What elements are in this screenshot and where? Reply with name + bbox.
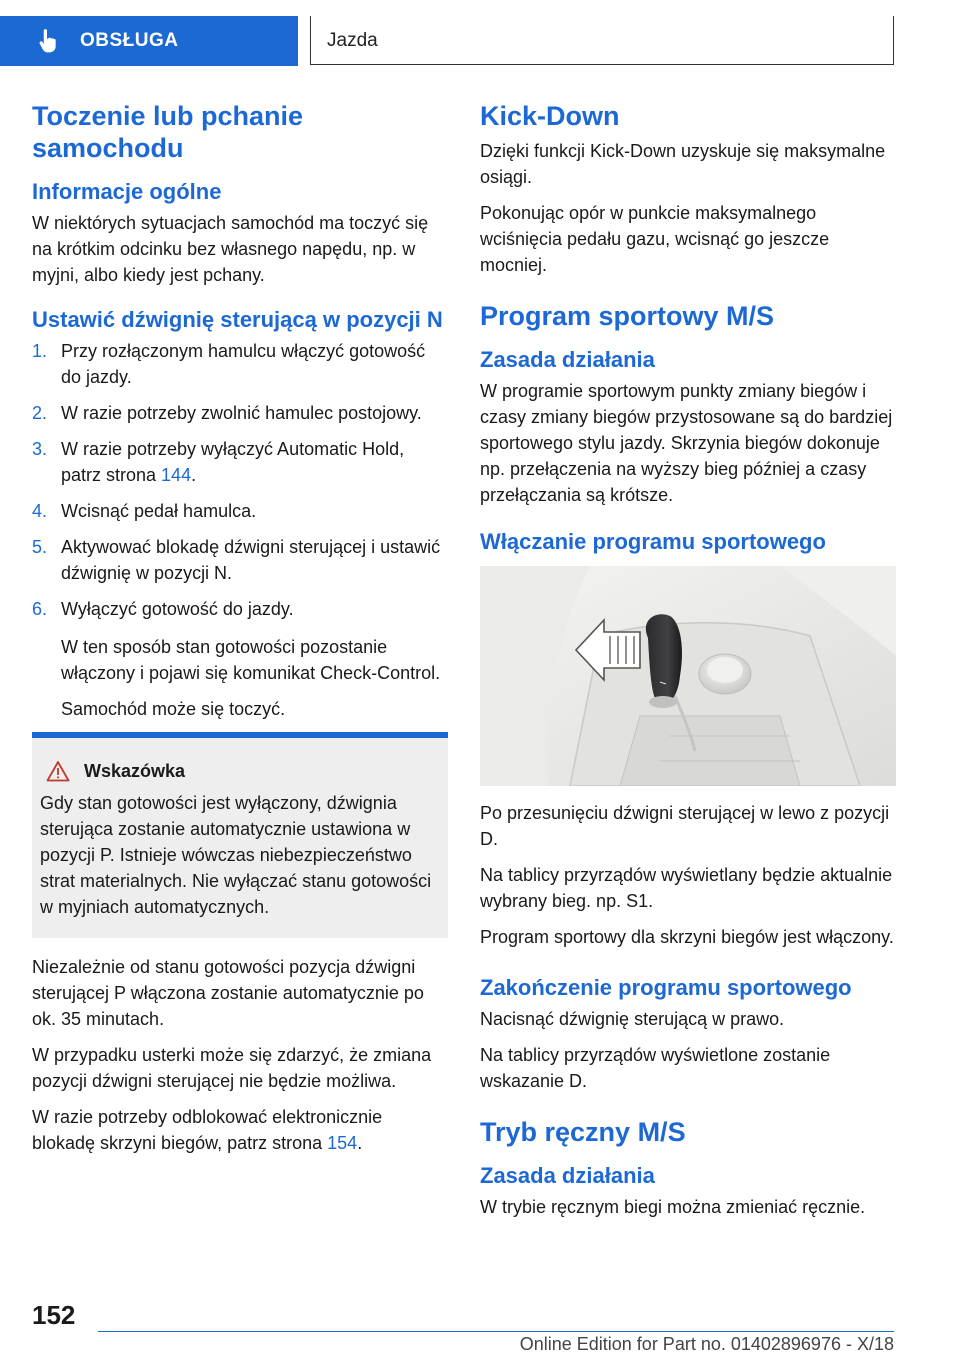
heading-general-info: Informacje ogólne (32, 179, 222, 204)
enable-text-2: Na tablicy przyrządów wyświetlany będzie aktualnie wybrany bieg. np. S1. (480, 865, 893, 911)
paragraph: W przypadku usterki może się zdarzyć, że zmiana pozycji dźwigni sterującej nie będzie możliwa. (32, 1045, 432, 1091)
section-tab[interactable] (0, 16, 298, 66)
enable-text-1: Po przesunięciu dźwigni sterującej w lewo z pozycji D. (480, 803, 890, 849)
left-column (32, 100, 448, 1166)
gear-selector-photo (480, 566, 896, 786)
steps-list (32, 338, 448, 622)
list-item: 2. W razie potrzeby zwolnić hamulec postojowy. (32, 403, 422, 423)
list-item: 1. Przy rozłączonym hamulcu włączyć gotowość do jazdy. (32, 341, 426, 387)
paragraph: W razie potrzeby odblokować elektronicznie blokadę skrzyni biegów, patrz strona 154. (32, 1107, 383, 1153)
page-link-154[interactable]: 154 (327, 1133, 358, 1153)
end-text-1: Nacisnąć dźwignię sterującą w prawo. (480, 1009, 785, 1029)
heading-towing: Toczenie lub pchanie samochodu (32, 101, 304, 163)
heading-enable-sport: Włączanie programu sportowego (480, 529, 826, 554)
list-item: 6. Wyłączyć gotowość do jazdy. (32, 599, 294, 619)
list-item: 3. W razie potrzeby wyłączyć Automatic Hold, patrz strona 144. (32, 439, 405, 485)
enable-text-3: Program sportowy dla skrzyni biegów jest włączony. (480, 927, 894, 947)
warning-box (32, 732, 448, 938)
warning-triangle-icon (46, 760, 70, 782)
list-item: 4. Wcisnąć pedał hamulca. (32, 501, 257, 521)
step-result-text-2: Samochód może się toczyć. (61, 699, 286, 719)
heading-kick-down: Kick-Down (480, 101, 620, 131)
warning-text: Gdy stan gotowości jest wyłączony, dźwignia sterująca zostanie automatycznie ustawiona w pozycji P. Istnieje wówczas niebezpieczeństwo strat materialnych. Nie wyłączać stanu gotowości w myjniach automatycznych. (40, 793, 432, 917)
manual-text: W trybie ręcznym biegi można zmieniać ręcznie. (480, 1197, 866, 1217)
general-info-text: W niektórych sytuacjach samochód ma toczyć się na krótkim odcinku bez własnego napędu, np. w myjni, albo kiedy jest pchany. (32, 213, 429, 285)
page-link-144[interactable]: 144 (161, 465, 192, 485)
step-result-text: W ten sposób stan gotowości pozostanie włączony i pojawi się komunikat Check-Control. (61, 637, 441, 683)
end-text-2: Na tablicy przyrządów wyświetlone zostanie wskazanie D. (480, 1045, 831, 1091)
page-number: 152 (32, 1300, 76, 1330)
list-item: 5. Aktywować blokadę dźwigni sterującej i ustawić dźwignię w pozycji N. (32, 537, 441, 583)
kick-down-text-1: Dzięki funkcji Kick-Down uzyskuje się maksymalne osiągi. (480, 141, 886, 187)
footer-divider (98, 1331, 894, 1332)
heading-sport-program: Program sportowy M/S (480, 301, 775, 331)
heading-end-sport: Zakończenie programu sportowego (480, 975, 852, 1000)
chapter-label: Jazda (327, 30, 378, 51)
chapter-header (310, 16, 894, 65)
heading-manual-principle: Zasada działania (480, 1163, 655, 1188)
principle-text: W programie sportowym punkty zmiany biegów i czasy zmiany biegów przystosowane są do bardziej sportowego stylu jazdy. Skrzynia biegów dokonuje np. przełączenia na wyższy bieg później a czasy przełączania są krótsze. (480, 381, 893, 505)
heading-manual-mode: Tryb ręczny M/S (480, 1117, 686, 1147)
paragraph: Niezależnie od stanu gotowości pozycja dźwigni sterującej P włączona zostanie automatycznie po ok. 35 minutach. (32, 957, 424, 1029)
warning-title: Wskazówka (40, 760, 440, 782)
hand-pointer-icon (34, 28, 60, 54)
heading-principle: Zasada działania (480, 347, 655, 372)
section-label: OBSŁUGA (80, 30, 179, 51)
kick-down-text-2: Pokonując opór w punkcie maksymalnego wciśnięcia pedału gazu, wcisnąć go jeszcze mocniej. (480, 203, 830, 275)
heading-set-neutral: Ustawić dźwignię sterującą w pozycji N (32, 307, 443, 332)
footer-edition: Online Edition for Part no. 01402896976 - X/18 (519, 1334, 894, 1354)
right-column (480, 100, 896, 1230)
